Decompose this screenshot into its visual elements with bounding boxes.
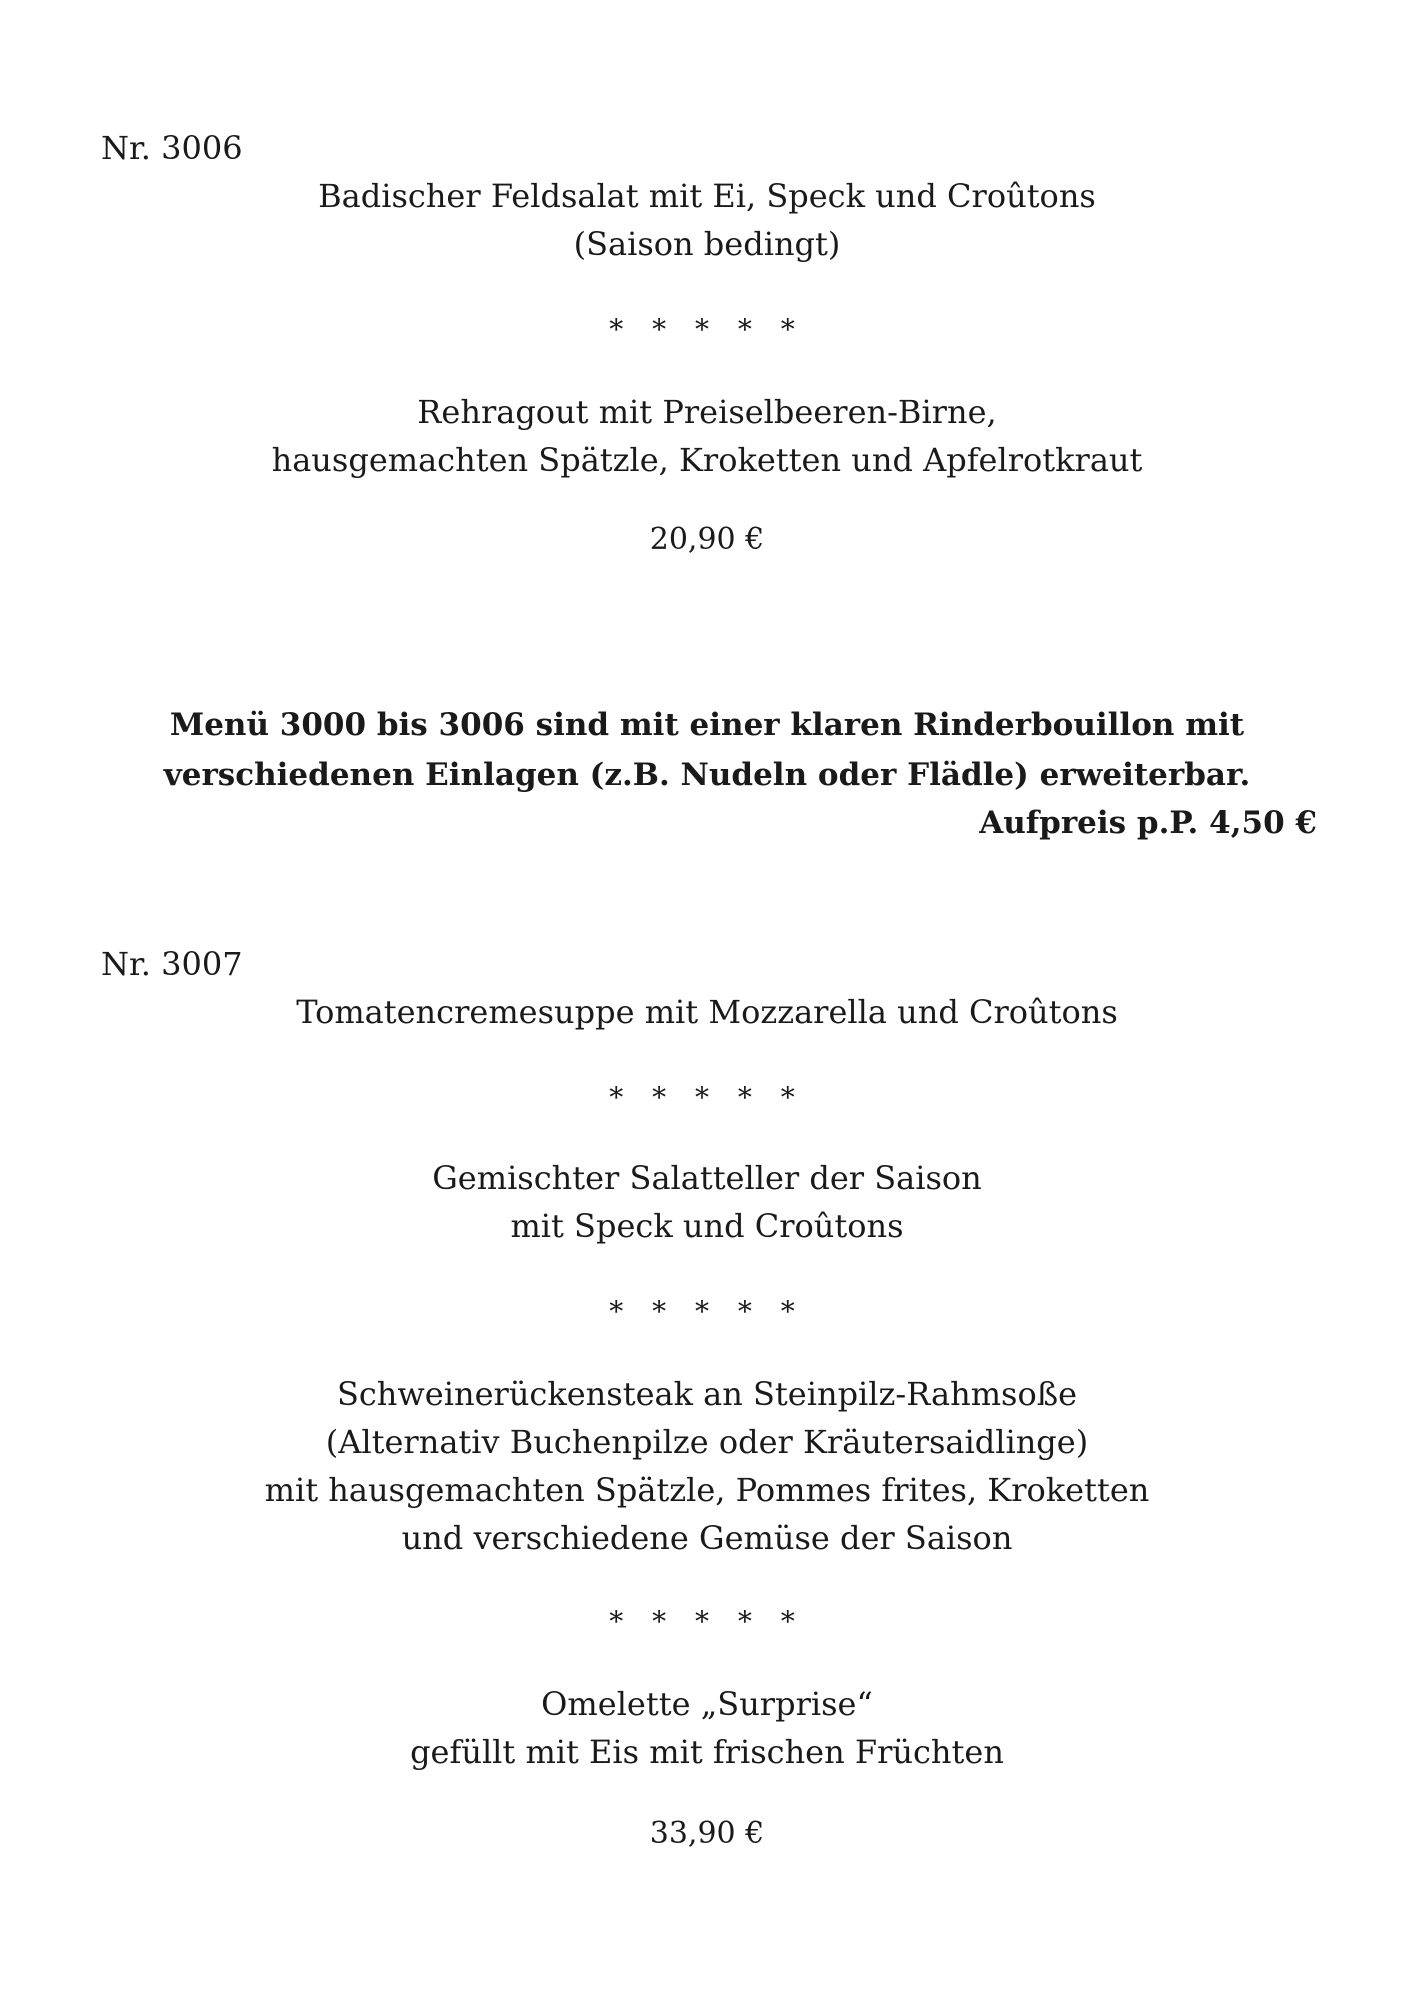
menu-3006-course1-line1: Badischer Feldsalat mit Ei, Speck und Croûtons <box>318 177 1096 215</box>
menu-3006-course2-line2: hausgemachten Spätzle, Kroketten und Apfelrotkraut <box>271 441 1143 479</box>
menu-3007-course3-line3: mit hausgemachten Spätzle, Pommes frites, Kroketten <box>264 1471 1150 1509</box>
menu-3007-course4-line2: gefüllt mit Eis mit frischen Früchten <box>410 1733 1004 1771</box>
menu-3007-course3-line1: Schweinerückensteak an Steinpilz-Rahmsoße <box>336 1375 1078 1413</box>
menu-3007-separator-2: * * * * * <box>609 1295 805 1328</box>
menu-3007-course2-line2: mit Speck und Croûtons <box>510 1207 904 1245</box>
menu-3006-separator-1: * * * * * <box>609 313 805 346</box>
menu-3006-price: 20,90 € <box>649 522 765 557</box>
menu-number-3007: Nr. 3007 <box>101 945 243 983</box>
menu-3007-course3-line2: (Alternativ Buchenpilze oder Kräutersaidlinge) <box>325 1423 1089 1461</box>
menu-3007-price: 33,90 € <box>649 1816 765 1851</box>
menu-3006-course1-line2: (Saison bedingt) <box>573 225 841 263</box>
menu-3007-course4-line1: Omelette „Surprise“ <box>541 1685 873 1723</box>
note-line2: verschiedenen Einlagen (z.B. Nudeln oder Flädle) erweiterbar. <box>163 757 1251 793</box>
menu-3007-course1-line1: Tomatencremesuppe mit Mozzarella und Croûtons <box>296 993 1118 1031</box>
menu-number-3006: Nr. 3006 <box>101 129 243 167</box>
menu-3007-course2-line1: Gemischter Salatteller der Saison <box>432 1159 982 1197</box>
menu-3006-course2-line1: Rehragout mit Preiselbeeren-Birne, <box>417 393 997 431</box>
menu-3007-separator-3: * * * * * <box>609 1605 805 1638</box>
menu-3007-separator-1: * * * * * <box>609 1081 805 1114</box>
note-line1: Menü 3000 bis 3006 sind mit einer klaren Rinderbouillon mit <box>169 707 1245 743</box>
menu-3007-course3-line4: und verschiedene Gemüse der Saison <box>401 1519 1013 1557</box>
note-surcharge: Aufpreis p.P. 4,50 € <box>979 805 1317 841</box>
